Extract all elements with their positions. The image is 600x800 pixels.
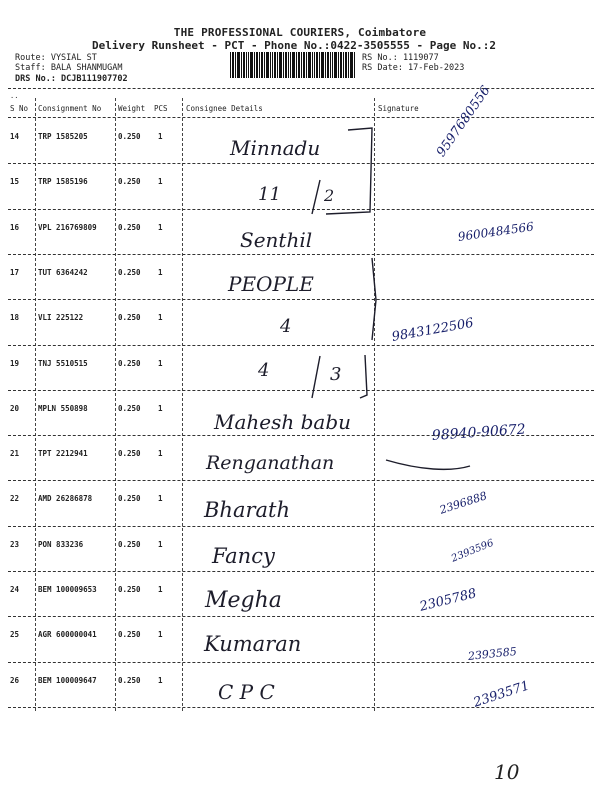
row-divider bbox=[8, 616, 594, 617]
row-weight: 0.250 bbox=[118, 132, 141, 141]
row-weight: 0.250 bbox=[118, 177, 141, 187]
row-sno: 24 bbox=[10, 585, 20, 594]
row-pcs: 1 bbox=[158, 494, 163, 504]
row-pcs: 1 bbox=[158, 675, 163, 685]
row-signature: 2393571 bbox=[471, 678, 532, 711]
row-consignment-no: AGR 600000041 bbox=[38, 630, 97, 640]
row-consignment-no: TNJ 5510515 bbox=[38, 358, 88, 368]
row-consignee-details: Bharath bbox=[204, 498, 290, 522]
row-divider bbox=[8, 571, 594, 572]
row-weight: 0.250 bbox=[118, 539, 141, 549]
col-signature: Signature bbox=[378, 104, 419, 113]
row-consignee-details: 4 bbox=[258, 360, 270, 381]
row-sno: 19 bbox=[10, 358, 20, 368]
row-pcs: 1 bbox=[158, 539, 163, 549]
row-weight: 0.250 bbox=[118, 675, 141, 685]
row-divider bbox=[8, 662, 594, 663]
bracket-number-2: 3 bbox=[330, 364, 342, 385]
col-pcs: PCS bbox=[154, 104, 168, 113]
row-sno: 20 bbox=[10, 403, 20, 413]
row-consignee-details: Senthil bbox=[240, 228, 313, 252]
row-consignment-no: TRP 1585196 bbox=[38, 177, 88, 187]
row-sno: 26 bbox=[10, 675, 20, 685]
col-separator bbox=[182, 98, 183, 711]
row-pcs: 1 bbox=[158, 449, 163, 459]
row-consignee-details: C P C bbox=[218, 680, 275, 704]
row-signature: 98940-90672 bbox=[431, 421, 527, 444]
col-sno: S No bbox=[10, 104, 29, 113]
row-sno: 14 bbox=[10, 132, 20, 141]
row-signature: 9600484566 bbox=[457, 219, 535, 244]
rs-date: RS Date: 17-Feb-2023 bbox=[362, 63, 465, 73]
row-pcs: 1 bbox=[158, 177, 163, 187]
company-title: THE PROFESSIONAL COURIERS, Coimbatore bbox=[173, 26, 427, 39]
row-pcs: 1 bbox=[158, 403, 163, 413]
drs-number: DRS No.: DCJB111907702 bbox=[15, 74, 128, 84]
row-consignment-no: PON 833236 bbox=[38, 539, 84, 549]
row-signature: 2393596 bbox=[449, 537, 496, 565]
row-pcs: 1 bbox=[158, 358, 163, 368]
row-sno: 17 bbox=[10, 267, 20, 277]
dots-marker: .. bbox=[10, 92, 19, 100]
row-weight: 0.250 bbox=[118, 222, 141, 232]
row-consignment-no: VPL 216769809 bbox=[38, 222, 97, 232]
col-consignee-details: Consignee Details bbox=[186, 104, 263, 113]
row-consignment-no: TRP 1585205 bbox=[38, 132, 88, 141]
row-weight: 0.250 bbox=[118, 449, 141, 459]
col-separator bbox=[374, 98, 375, 711]
row-divider bbox=[8, 480, 594, 481]
row-consignee-details: Mahesh babu bbox=[214, 410, 352, 434]
row-signature: 2305788 bbox=[418, 586, 479, 615]
row-divider bbox=[8, 435, 594, 436]
row-weight: 0.250 bbox=[118, 585, 141, 594]
row-sno: 22 bbox=[10, 494, 20, 504]
col-weight: Weight bbox=[118, 104, 146, 113]
row-sno: 15 bbox=[10, 177, 20, 187]
col-separator bbox=[35, 98, 36, 711]
barcode bbox=[230, 52, 356, 78]
row-divider bbox=[8, 526, 594, 527]
row-sno: 23 bbox=[10, 539, 20, 549]
row-weight: 0.250 bbox=[118, 630, 141, 640]
header-divider bbox=[8, 88, 594, 89]
row-signature: 2396888 bbox=[437, 489, 489, 517]
staff-label: Staff: BALA SHANMUGAM bbox=[15, 63, 123, 73]
row-divider bbox=[8, 299, 594, 300]
row-consignment-no: TPT 2212941 bbox=[38, 449, 88, 459]
row-consignment-no: TUT 6364242 bbox=[38, 267, 88, 277]
row-pcs: 1 bbox=[158, 585, 163, 594]
route-label: Route: VYSIAL ST bbox=[15, 53, 97, 63]
row-sno: 18 bbox=[10, 313, 20, 323]
row-pcs: 1 bbox=[158, 630, 163, 640]
row-divider bbox=[8, 163, 594, 164]
row-weight: 0.250 bbox=[118, 403, 141, 413]
row-weight: 0.250 bbox=[118, 358, 141, 368]
row-consignee-details: Megha bbox=[205, 588, 282, 613]
row-divider bbox=[8, 254, 594, 255]
row-consignee-details: 11 bbox=[258, 184, 281, 205]
row-sno: 25 bbox=[10, 630, 20, 640]
bracket-number-1: 2 bbox=[324, 186, 335, 205]
row-consignee-details: 4 bbox=[280, 316, 292, 337]
row-pcs: 1 bbox=[158, 313, 163, 323]
row-divider bbox=[8, 209, 594, 210]
row-consignee-details: PEOPLE bbox=[228, 272, 314, 296]
row-consignment-no: BEM 100009647 bbox=[38, 675, 97, 685]
row-consignee-details: Minnadu bbox=[230, 136, 321, 160]
row-signature: 9843122506 bbox=[390, 315, 475, 345]
row-weight: 0.250 bbox=[118, 494, 141, 504]
row-pcs: 1 bbox=[158, 222, 163, 232]
row-signature: 2393585 bbox=[467, 644, 518, 663]
row-sno: 16 bbox=[10, 222, 20, 232]
row-signature: 9597680556 bbox=[433, 83, 494, 160]
row-consignment-no: VLI 225122 bbox=[38, 313, 84, 323]
row-pcs: 1 bbox=[158, 267, 163, 277]
row-weight: 0.250 bbox=[118, 313, 141, 323]
row-consignment-no: MPLN 550898 bbox=[38, 403, 88, 413]
row-consignment-no: AMD 26286878 bbox=[38, 494, 93, 504]
row-consignee-details: Kumaran bbox=[204, 632, 302, 656]
page-mark: 10 bbox=[494, 760, 520, 784]
row-divider bbox=[8, 390, 594, 391]
rs-number: RS No.: 1119077 bbox=[362, 53, 439, 63]
row-consignee-details: Renganathan bbox=[206, 452, 335, 474]
row-divider bbox=[8, 707, 594, 708]
row-weight: 0.250 bbox=[118, 267, 141, 277]
row-sno: 21 bbox=[10, 449, 20, 459]
row-pcs: 1 bbox=[158, 132, 163, 141]
row-consignee-details: Fancy bbox=[212, 544, 275, 568]
col-consignment: Consignment No bbox=[38, 104, 102, 113]
row-consignment-no: BEM 100009653 bbox=[38, 585, 97, 594]
column-header-divider bbox=[8, 117, 594, 118]
col-separator bbox=[115, 98, 116, 711]
row-divider bbox=[8, 345, 594, 346]
runsheet-subtitle: Delivery Runsheet - PCT - Phone No.:0422-3505555 - Page No.:2 bbox=[92, 39, 496, 52]
